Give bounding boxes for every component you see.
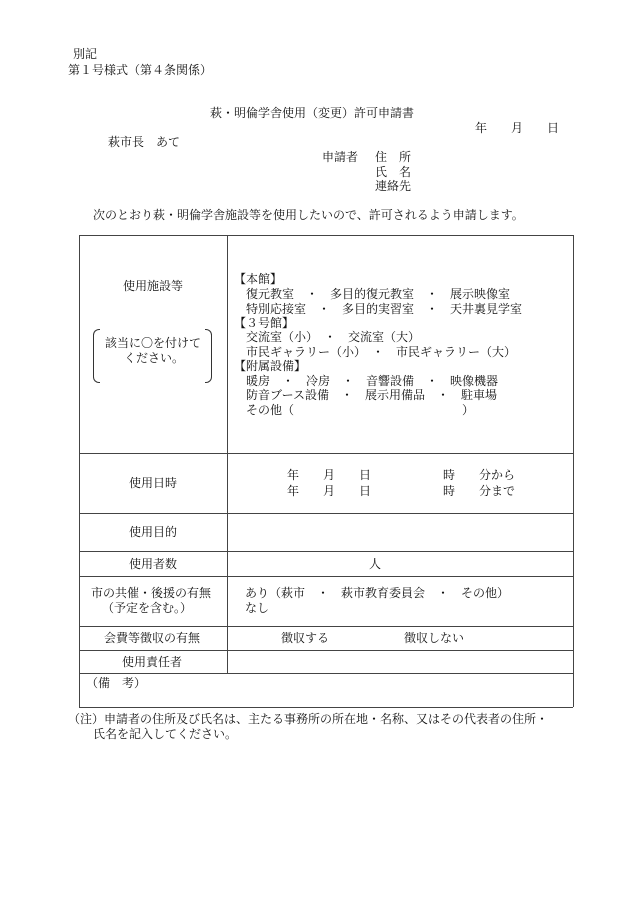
form-number: 第１号様式（第４条関係）: [68, 63, 213, 77]
facility-line: 暖房 ・ 冷房 ・ 音響設備 ・ 映像機器: [234, 374, 499, 388]
facility-line: 交流室（小） ・ 交流室（大）: [234, 330, 421, 344]
applicant-contact-label: 連絡先: [375, 179, 412, 193]
facility-line: 市民ギャラリー（小） ・ 市民ギャラリー（大）: [234, 345, 517, 359]
fee-collect-option: 徴収する: [281, 631, 330, 645]
facility-note-line2: ください。: [124, 351, 185, 365]
facility-line: 【本館】: [234, 272, 283, 286]
sponsor-label-line2: （予定を含む。）: [102, 601, 193, 615]
datetime-to: 年 月 日 時 分まで: [287, 484, 516, 498]
table-row-divider: [79, 551, 573, 552]
applicant-name-label: 氏 名: [375, 165, 412, 179]
addressee: 萩市長 あて: [108, 135, 181, 149]
date-line: 年 月 日: [475, 121, 560, 135]
users-unit: 人: [369, 557, 382, 571]
footnote-line2: 氏名を記入してください。: [93, 727, 238, 741]
applicant-label: 申請者: [322, 150, 359, 164]
sponsor-yes-option: あり（萩市 ・ 萩市教育委員会 ・ その他）: [245, 586, 510, 600]
users-label: 使用者数: [129, 557, 178, 571]
table-row-divider: [79, 513, 573, 514]
purpose-label: 使用目的: [129, 525, 178, 539]
fee-not-collect-option: 徴収しない: [404, 631, 465, 645]
intro-text: 次のとおり萩・明倫学舎施設等を使用したいので、許可されるよう申請します。: [93, 208, 524, 222]
table-border-bottom: [79, 707, 573, 708]
table-row-divider: [79, 453, 573, 454]
table-row-divider: [79, 673, 573, 674]
datetime-from: 年 月 日 時 分から: [287, 468, 516, 482]
table-border-top: [79, 235, 573, 236]
table-row-divider: [79, 626, 573, 627]
table-column-divider: [227, 235, 228, 673]
facility-line: 【附属設備】: [234, 359, 307, 373]
manager-label: 使用責任者: [122, 655, 183, 669]
table-border-right: [573, 235, 574, 707]
datetime-label: 使用日時: [129, 476, 178, 490]
table-border-left: [79, 235, 80, 707]
bracket-right: [205, 329, 212, 383]
sponsor-label-line1: 市の共催・後援の有無: [91, 586, 212, 600]
attachment-label: 別記: [73, 47, 98, 61]
facility-line: 特別応接室 ・ 多目的実習室 ・ 天井裏見学室: [234, 302, 523, 316]
facility-line: 【３号館】: [234, 316, 295, 330]
facility-line: その他（ ）: [234, 403, 475, 417]
sponsor-no-option: なし: [245, 601, 270, 615]
facility-note-line1: 該当に〇を付けて: [105, 336, 202, 350]
remarks-label: （備 考）: [86, 676, 147, 690]
footnote-line1: （注）申請者の住所及び氏名は、主たる事務所の所在地・名称、又はその代表者の住所・: [68, 712, 549, 726]
table-row-divider: [79, 576, 573, 577]
fee-label: 会費等徴収の有無: [104, 631, 201, 645]
applicant-address-label: 住 所: [375, 150, 412, 164]
facility-label: 使用施設等: [123, 279, 184, 293]
facility-line: 防音ブース設備 ・ 展示用備品 ・ 駐車場: [234, 388, 498, 402]
facility-line: 復元教室 ・ 多目的復元教室 ・ 展示映像室: [234, 287, 511, 301]
page-title: 萩・明倫学舎使用（変更）許可申請書: [210, 106, 415, 120]
table-row-divider: [79, 650, 573, 651]
bracket-left: [93, 329, 100, 383]
